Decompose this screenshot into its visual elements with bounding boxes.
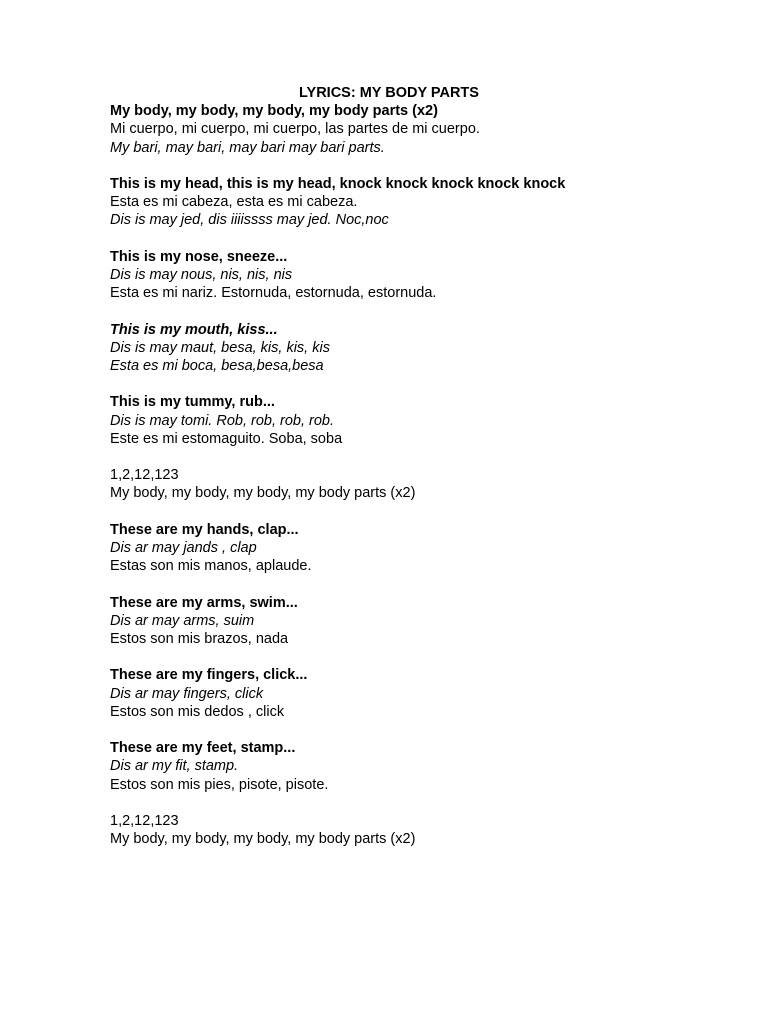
lyrics-line: Dis ar may jands , clap (110, 539, 257, 556)
lyrics-line: My bari, may bari, may bari may bari parts. (110, 139, 385, 156)
lyrics-line: Esta es mi nariz. Estornuda, estornuda, estornuda. (110, 285, 437, 302)
lyrics-stanza (110, 102, 768, 157)
lyrics-line: Esta es mi boca, besa,besa,besa (110, 358, 324, 374)
lyrics-line: Dis is may nous, nis, nis, nis (110, 267, 293, 283)
lyrics-line: 1,2,12,123 (110, 467, 179, 484)
lyrics-stanza (110, 466, 768, 502)
lyrics-line: Estas son mis manos, aplaude. (110, 558, 312, 575)
lyrics-line: Dis ar my fit, stamp. (110, 758, 239, 775)
lyrics-line: Mi cuerpo, mi cuerpo, mi cuerpo, las partes de mi cuerpo. (110, 121, 480, 138)
lyrics-line: These are my hands, clap... (110, 521, 299, 538)
lyrics-line: This is my mouth, kiss... (110, 321, 278, 338)
lyrics-stanza (110, 175, 768, 230)
lyrics-line: Esta es mi cabeza, esta es mi cabeza. (110, 194, 358, 211)
page-title: LYRICS: MY BODY PARTS (299, 85, 479, 101)
lyrics-line: Dis is may maut, besa, kis, kis, kis (110, 339, 330, 356)
lyrics-line: This is my nose, sneeze... (110, 248, 288, 265)
lyrics-body (110, 102, 768, 848)
lyrics-line: Dis ar may arms, suim (110, 612, 255, 629)
lyrics-line: Este es mi estomaguito. Soba, soba (110, 430, 343, 447)
lyrics-line: Estos son mis brazos, nada (110, 630, 289, 647)
lyrics-stanza (110, 248, 768, 303)
lyrics-line: These are my arms, swim... (110, 594, 298, 611)
lyrics-stanza (110, 666, 768, 721)
lyrics-line: Estos son mis dedos , click (110, 703, 285, 720)
lyrics-line: These are my fingers, click... (110, 667, 308, 684)
lyrics-stanza (110, 812, 768, 848)
lyrics-line: 1,2,12,123 (110, 812, 179, 829)
lyrics-line: These are my feet, stamp... (110, 740, 296, 757)
lyrics-line: Dis is may jed, dis iiiissss may jed. Noc,noc (110, 212, 389, 229)
lyrics-line: Dis is may tomi. Rob, rob, rob, rob. (110, 412, 335, 429)
lyrics-stanza (110, 594, 768, 649)
lyrics-line: My body, my body, my body, my body parts (x2) (110, 485, 416, 502)
lyrics-line: My body, my body, my body, my body parts (x2) (110, 831, 416, 848)
lyrics-line: My body, my body, my body, my body parts (x2) (110, 103, 438, 120)
lyrics-line: This is my tummy, rub... (110, 394, 275, 411)
lyrics-stanza (110, 393, 768, 448)
lyrics-stanza (110, 521, 768, 576)
lyrics-line: Estos son mis pies, pisote, pisote. (110, 776, 329, 793)
lyrics-stanza (110, 321, 768, 376)
lyrics-line: Dis ar may fingers, click (110, 685, 264, 702)
lyrics-stanza (110, 739, 768, 794)
lyrics-line: This is my head, this is my head, knock knock knock knock knock (110, 176, 566, 192)
